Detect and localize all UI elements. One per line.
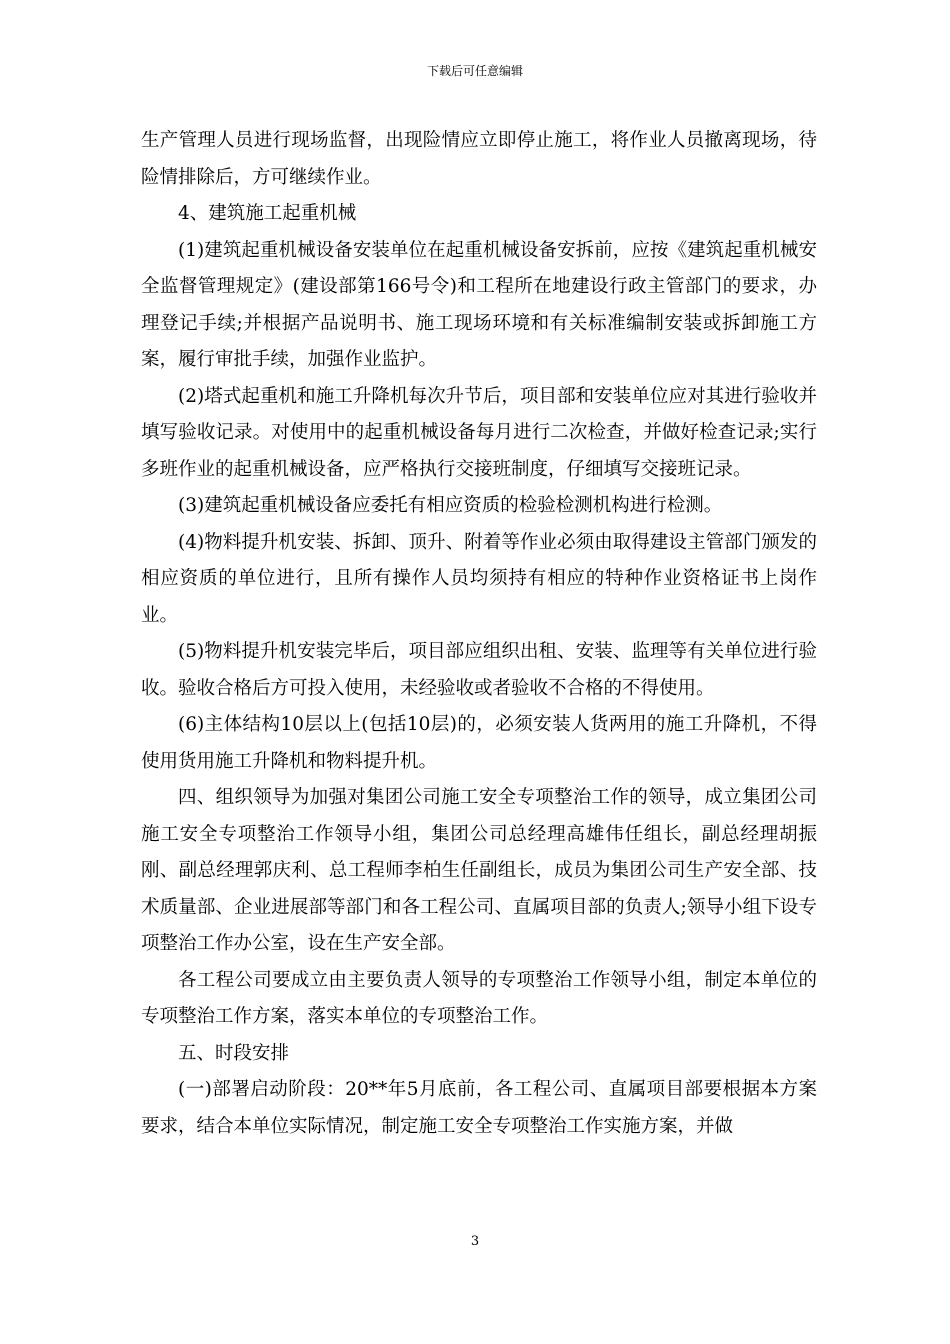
paragraph-item-4: (4)物料提升机安装、拆卸、顶升、附着等作业必须由取得建设主管部门颁发的相应资质的单位进行，且所有操作人员均须持有相应的特种作业资格证书上岗作业。 — [141, 531, 817, 626]
page-header: 下载后可任意编辑 — [426, 64, 523, 78]
section-heading-cranes: 4、建筑施工起重机械 — [178, 203, 357, 224]
paragraph-organization-leadership: 四、组织领导为加强对集团公司施工安全专项整治工作的领导，成立集团公司施工安全专项整治工作领导小组，集团公司总经理高雄伟任组长，副总经理胡振刚、副总经理郭庆利、总工程师李柏生任副组长，成员为集团公司生产安全部、技术质量部、企业进展部等部门和各工程公司、直属项目部的负责人;领导小组下设专项整治工作办公室，设在生产安全部。 — [141, 787, 817, 954]
paragraph-item-6: (6)主体结构10层以上(包括10层)的，必须安装人货两用的施工升降机，不得使用货用施工升降机和物料提升机。 — [141, 714, 817, 772]
page-number: 3 — [470, 1234, 480, 1249]
section-heading-schedule: 五、时段安排 — [178, 1042, 290, 1064]
paragraph-item-2: (2)塔式起重机和施工升降机每次升节后，项目部和安装单位应对其进行验收并填写验收记录。对使用中的起重机械设备每月进行二次检查，并做好检查记录;实行多班作业的起重机械设备，应严格执行交接班制度，仔细填写交接班记录。 — [141, 385, 817, 480]
paragraph-continuation: 生产管理人员进行现场监督，出现险情应立即停止施工，将作业人员撤离现场，待险情排除后，方可继续作业。 — [141, 130, 817, 188]
document-body — [141, 123, 817, 1145]
paragraph-deployment-phase: (一)部署启动阶段：20**年5月底前，各工程公司、直属项目部要根据本方案要求，结合本单位实际情况，制定施工安全专项整治工作实施方案，并做 — [141, 1079, 817, 1137]
paragraph-item-1: (1)建筑起重机械设备安装单位在起重机械设备安拆前，应按《建筑起重机械安全监督管理规定》(建设部第166号令)和工程所在地建设行政主管部门的要求，办理登记手续;并根据产品说明书、施工现场环境和有关标准编制安装或拆卸施工方案，履行审批手续，加强作业监护。 — [141, 239, 817, 370]
paragraph-item-5: (5)物料提升机安装完毕后，项目部应组织出租、安装、监理等有关单位进行验收。验收合格后方可投入使用，未经验收或者验收不合格的不得使用。 — [141, 641, 817, 699]
paragraph-item-3: (3)建筑起重机械设备应委托有相应资质的检验检测机构进行检测。 — [178, 495, 723, 516]
paragraph-engineering-companies: 各工程公司要成立由主要负责人领导的专项整治工作领导小组，制定本单位的专项整治工作方案，落实本单位的专项整治工作。 — [141, 969, 817, 1027]
